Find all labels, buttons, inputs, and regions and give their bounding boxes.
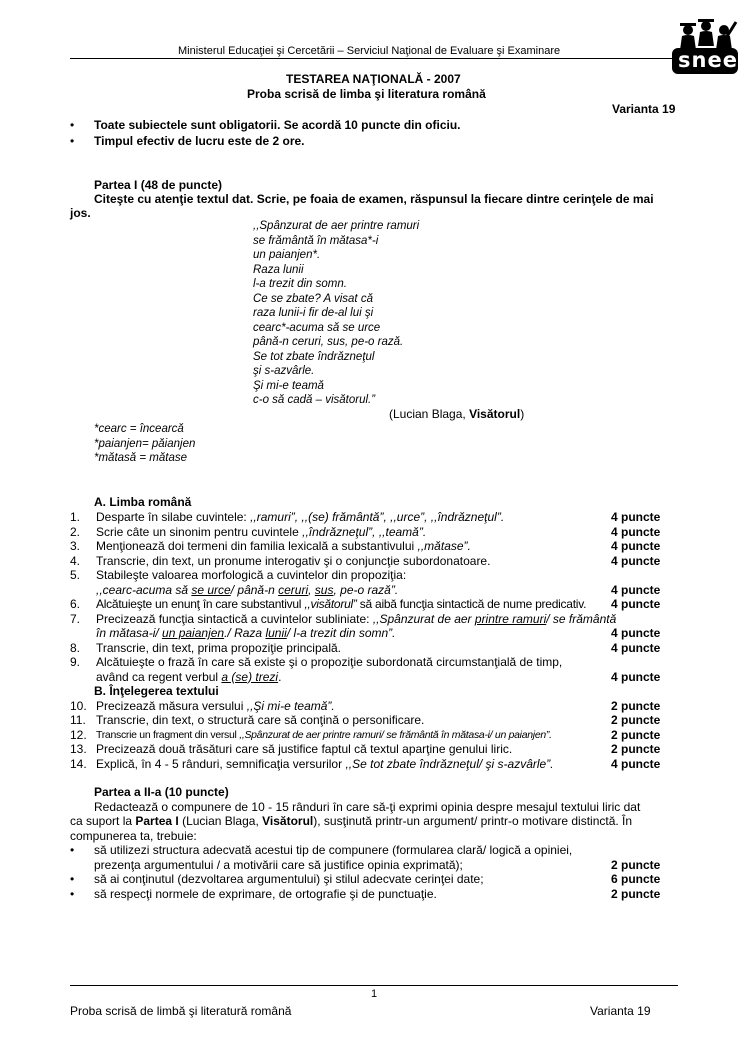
exam-title: TESTAREA NAŢIONALĂ - 2007 [286,72,461,86]
question-text: Transcrie, din text, o structură care să conţină o personificare. [96,713,425,727]
poem-line: până-n ceruri, sus, pe-o rază. [253,336,404,348]
requirement-text-cont: prezenţa argumentului / a motivării care să justifice opinia exprimată); [94,857,463,872]
question-text: Alcătuieşte o frază în care să existe şi o propoziţie subordonată circumstanţială de timp, [96,655,563,669]
glossary-item: *mătasă = mătase [94,452,188,464]
page-number: 1 [371,988,378,1000]
question-number: 13. [70,742,87,756]
question-points: 4 puncte [611,539,661,553]
requirement-text: să utilizezi structura adecvată acestui tip de compunere (formularea clară/ logică a opiniei, [94,843,573,857]
rule-bullet: • [70,134,75,148]
part1-heading: Partea I (48 de puncte) [94,178,223,192]
part2-heading: Partea a II-a (10 puncte) [94,785,229,799]
glossary [94,422,195,466]
question-text: având ca regent verbul a (se) trezi. [96,669,282,684]
question-points: 4 puncte [611,582,661,597]
poem-line: Ce se zbate? A visat că [253,292,373,305]
poem-line: ,,Spânzurat de aer printre ramuri [253,220,420,232]
snee-logo [666,16,742,76]
question-points: 4 puncte [611,553,661,568]
rule-line: Toate subiectele sunt obligatorii. Se acordă 10 puncte din oficiu. [94,118,461,132]
glossary-item: *paianjen= păianjen [94,437,196,450]
question-points: 2 puncte [611,742,661,756]
poem-line: un paianjen*. [253,249,321,261]
question-text: Scrie câte un sinonim pentru cuvintele ,,îndrăzneţul”, ,,teamă”. [96,524,427,539]
question-number: 5. [70,568,81,582]
part1-instruction: Citeşte cu atenţie textul dat. Scrie, pe foaia de examen, răspunsul la fiecare dintre cerinţele de mai [94,192,654,206]
part1-instruction-end: jos. [70,206,91,220]
exam-subtitle: Proba scrisă de limba şi literatura română [247,87,486,101]
footer-rule [70,985,678,986]
poem-line: se frământă în mătasa*-i [253,234,379,247]
header-rule [70,58,678,59]
poem-line: Şi mi-e teamă [253,379,324,392]
question-text: Alcătuieşte un enunţ în care substantivul ,,visătorul” să aibă funcţia sintactică de nume predicativ. [96,597,587,611]
logo-text: snee [678,48,738,72]
question-text: Transcrie un fragment din versul ,,Spânzurat de aer printre ramuri/ se frământă în mătasa-i/ un paianjen”. [96,728,552,741]
rule-line: Timpul efectiv de lucru este de 2 ore. [94,134,305,148]
footer-left: Proba scrisă de limbă şi literatură română [70,1004,292,1018]
question-text: Stabileşte valoarea morfologică a cuvintelor din propoziţia: [96,568,407,582]
requirement-points: 2 puncte [611,886,661,901]
poem-attribution [389,407,524,422]
section-a-heading: A. Limba română [94,495,192,509]
glossary-item: *cearc = încearcă [94,423,184,435]
question-number: 7. [70,611,81,626]
requirement-bullet: • [70,872,75,886]
requirement-bullet: • [70,843,75,857]
question-number: 1. [70,510,81,524]
attribution-title: Visătorul [469,407,521,421]
poem-line: şi s-azvârle. [253,365,315,377]
question-points: 4 puncte [611,669,661,684]
question-number: 9. [70,655,81,669]
question-quote: în mătasa-i/ un paianjen./ Raza lunii/ l-a trezit din somn”. [96,626,396,640]
question-text: Precizează două trăsături care să justifice faptul că textul aparţine genului liric. [96,742,513,756]
variant-label: Varianta 19 [612,102,676,116]
poem [253,219,419,408]
question-points: 4 puncte [611,524,661,539]
question-text: Transcrie, din text, prima propoziţie principală. [96,640,341,655]
part2-paragraph: Redactează o compunere de 10 - 15 rânduri în care să-ţi exprimi opinia despre mesajul textului liric dat [94,799,641,814]
question-quote: ,,cearc-acuma să se urce/ până-n ceruri, sus, pe-o rază”. [96,582,399,597]
poem-line: l-a trezit din somn. [253,278,347,290]
header-ministry: Ministerul Educaţiei şi Cercetării – Serviciul Naţional de Evaluare şi Examinare [178,45,561,57]
question-number: 2. [70,524,81,539]
footer-right: Varianta 19 [590,1004,651,1018]
requirement-text: să ai conţinutul (dezvoltarea argumentului) şi stilul adecvate cerinţei date; [94,872,484,886]
rule-bullet: • [70,118,75,132]
question-text: Desparte în silabe cuvintele: ,,ramuri”, ,,(se) frământă”, ,,urce”, ,,îndrăzneţul”. [96,510,505,524]
question-points: 4 puncte [611,510,661,524]
question-number: 10. [70,698,87,713]
question-number: 14. [70,756,87,771]
question-points: 4 puncte [611,626,661,640]
question-number: 6. [70,597,81,611]
poem-line: Se tot zbate îndrăzneţul [253,350,375,363]
requirement-bullet: • [70,886,75,901]
question-points: 2 puncte [611,713,661,727]
poem-line: Raza lunii [253,263,304,276]
question-number: 12. [70,727,87,742]
attribution-author: (Lucian Blaga, [389,407,470,421]
question-points: 4 puncte [611,597,661,611]
question-text: Transcrie, din text, un pronume interogativ şi o conjuncţie subordonatoare. [96,553,491,568]
question-text: Menţionează doi termeni din familia lexicală a substantivului ,,mătase”. [96,539,471,553]
requirement-points: 2 puncte [611,857,661,872]
part2-paragraph-end: compunerea ta, trebuie: [70,828,197,843]
requirement-points: 6 puncte [611,872,661,886]
question-points: 2 puncte [611,698,661,713]
question-text: Precizează funcţia sintactică a cuvintelor subliniate: ,,Spânzurat de aer printre ramuri/ se frământă [96,611,617,626]
question-points: 4 puncte [611,756,661,771]
question-number: 3. [70,539,81,553]
question-number: 4. [70,553,81,568]
question-points: 4 puncte [611,640,661,655]
question-number: 11. [70,713,86,727]
poem-line: raza lunii-i fir de-al lui şi [253,307,374,319]
question-number: 8. [70,640,81,655]
section-b-heading: B. Înţelegerea textului [94,684,219,698]
poem-line: c-o să cadă – visătorul.” [253,394,376,406]
requirement-text: să respecţi normele de exprimare, de ortografie şi de punctuaţie. [94,886,437,901]
question-text: Precizează măsura versului ,,Şi mi-e teamă”. [96,698,335,713]
attribution-close: ) [520,407,525,421]
poem-line: cearc*-acuma să se urce [253,321,381,334]
question-text: Explică, în 4 - 5 rânduri, semnificaţia versurilor ,,Se tot zbate îndrăzneţul/ şi s-azvârle”. [96,756,554,771]
part2-paragraph-cont: ca suport la Partea I (Lucian Blaga, Visătorul), susţinută printr-un argument/ printr-o motivare distinctă. În [70,814,633,828]
question-points: 2 puncte [611,727,661,742]
